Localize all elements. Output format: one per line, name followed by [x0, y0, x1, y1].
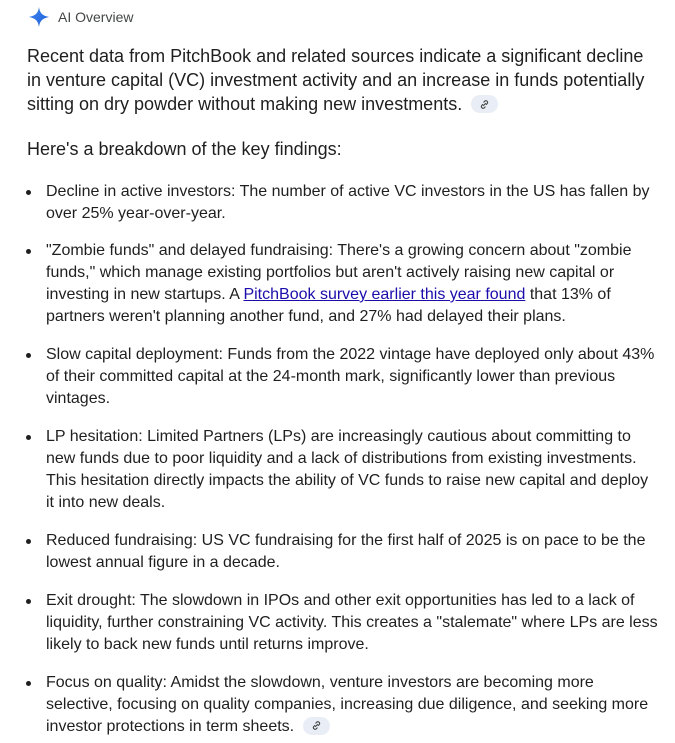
- finding-text: that 13% of partners weren't planning another fund, and 27% had delayed their plans.: [46, 286, 611, 325]
- bullet-dot: [26, 190, 31, 195]
- finding-text: Focus on quality: Amidst the slowdown, venture investors are becoming more selective, focusing on quality companies, increasing due diligence, and seeking more investor protections in term sheets.: [46, 674, 649, 735]
- intro-paragraph: [27, 44, 657, 116]
- list-item: [46, 590, 658, 656]
- bullet-dot: [26, 599, 31, 604]
- list-item: [46, 344, 658, 410]
- finding-text: Exit drought: The slowdown in IPOs and other exit opportunities has led to a lack of liquidity, further constraining VC activity. This creates a "stalemate" where LPs are less likely to back new funds until returns improve.: [46, 592, 658, 653]
- bullet-dot: [26, 353, 31, 358]
- pitchbook-survey-link[interactable]: PitchBook survey earlier this year found: [243, 286, 526, 303]
- source-link-chip[interactable]: [303, 717, 330, 735]
- ai-overview-title: AI Overview: [58, 9, 134, 25]
- list-item: [46, 672, 658, 738]
- ai-overview-header: [28, 6, 133, 28]
- intro-text: Recent data from PitchBook and related sources indicate a significant decline in venture capital (VC) investment activity and an increase in funds potentially sitting on dry powder without making new investments.: [27, 46, 645, 114]
- finding-text: LP hesitation: Limited Partners (LPs) are increasingly cautious about committing to new funds due to poor liquidity and a lack of distributions from existing investments. This hesitation directly impacts the ability of VC funds to raise new capital and deploy it into new deals.: [46, 428, 649, 511]
- source-link-chip[interactable]: [471, 95, 498, 113]
- link-icon: [311, 720, 322, 731]
- bullet-dot: [26, 681, 31, 686]
- bullet-dot: [26, 249, 31, 254]
- bullet-dot: [26, 539, 31, 544]
- list-item: [46, 426, 658, 514]
- finding-text: Decline in active investors: The number of active VC investors in the US has fallen by over 25% year-over-year.: [46, 183, 650, 222]
- list-item: [46, 181, 658, 225]
- link-icon: [479, 99, 490, 110]
- list-item: [46, 240, 658, 328]
- sparkle-icon: [28, 6, 50, 28]
- section-heading: Here's a breakdown of the key findings:: [27, 139, 342, 159]
- finding-text: Reduced fundraising: US VC fundraising for the first half of 2025 is on pace to be the lowest annual figure in a decade.: [46, 532, 646, 571]
- bullet-dot: [26, 435, 31, 440]
- finding-text: Slow capital deployment: Funds from the 2022 vintage have deployed only about 43% of their committed capital at the 24-month mark, significantly lower than previous vintages.: [46, 346, 655, 407]
- list-item: [46, 530, 658, 574]
- finding-text: "Zombie funds" and delayed fundraising: There's a growing concern about "zombie funds," which manage existing portfolios but aren't actively raising new capital or investing in new startups. A: [46, 242, 632, 303]
